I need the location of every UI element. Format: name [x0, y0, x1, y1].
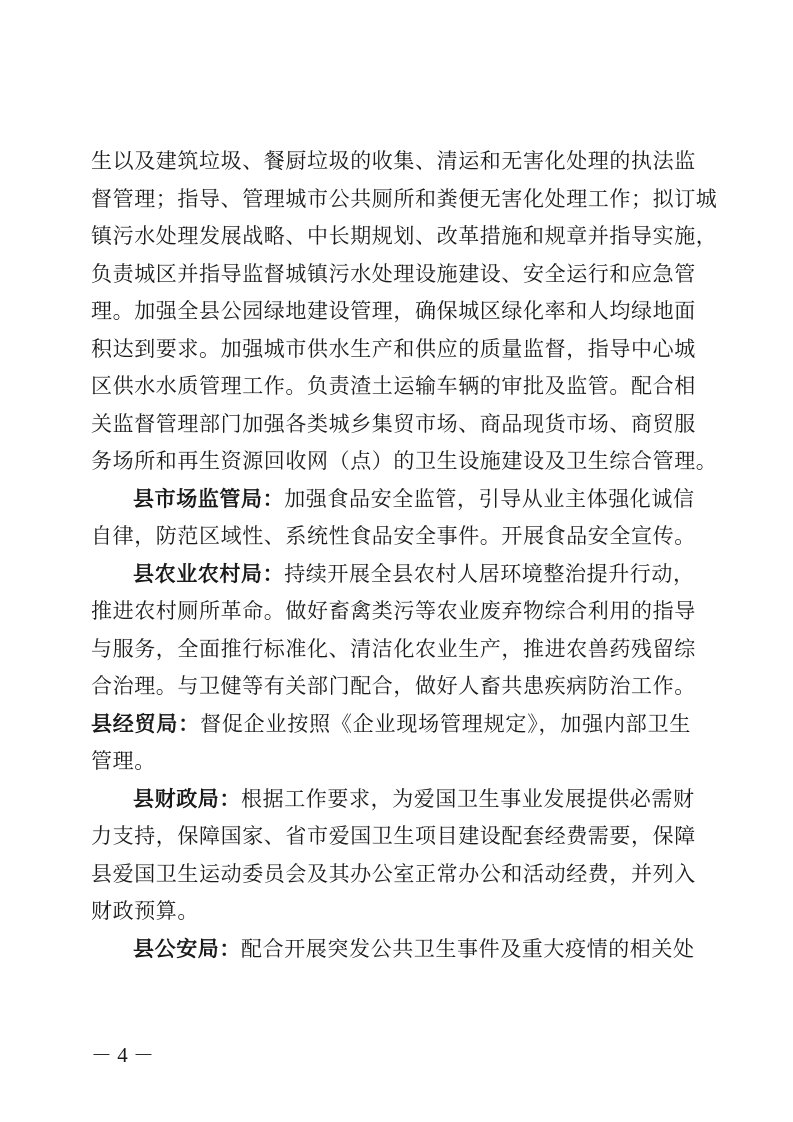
page-number: － 4 －: [91, 1043, 154, 1067]
paragraph-agriculture: 县农业农村局：持续开展全县农村人居环境整治提升行动，: [133, 562, 695, 586]
department-label: 县农业农村局：: [133, 562, 285, 586]
body-line: 负责城区并指导监督城镇污水处理设施建设、安全运行和应急管: [91, 262, 696, 286]
department-label: 县财政局：: [133, 787, 241, 811]
body-line: 生以及建筑垃圾、餐厨垃圾的收集、清运和无害化处理的执法监: [91, 149, 696, 173]
body-line: 与服务，全面推行标准化、清洁化农业生产，推进农兽药残留综: [91, 637, 696, 661]
body-line: 县爱国卫生运动委员会及其办公室正常办公和活动经费，并列入: [91, 862, 696, 886]
body-line: 合治理。与卫健等有关部门配合，做好人畜共患疾病防治工作。: [91, 674, 696, 698]
paragraph-public-security: 县公安局：配合开展突发公共卫生事件及重大疫情的相关处: [133, 937, 695, 961]
body-line: 推进农村厕所革命。做好畜禽类污等农业废弃物综合利用的指导: [91, 599, 696, 623]
paragraph-economy-trade: 县经贸局：督促企业按照《企业现场管理规定》，加强内部卫生: [91, 712, 691, 736]
body-line: 理。加强全县公园绿地建设管理，确保城区绿化率和人均绿地面: [91, 299, 696, 323]
department-label: 县公安局：: [133, 937, 241, 961]
body-line: 镇污水处理发展战略、中长期规划、改革措施和规章并指导实施，: [91, 224, 718, 248]
body-line: 督管理；指导、管理城市公共厕所和粪便无害化处理工作；拟订城: [91, 187, 718, 211]
body-line: 力支持，保障国家、省市爱国卫生项目建设配套经费需要，保障: [91, 824, 696, 848]
paragraph-market-supervision: 县市场监管局：加强食品安全监管，引导从业主体强化诚信: [133, 487, 695, 511]
body-line: 自律，防范区域性、系统性食品安全事件。开展食品安全宣传。: [91, 524, 696, 548]
body-line: 务场所和再生资源回收网（点）的卫生设施建设及卫生综合管理。: [91, 449, 718, 473]
body-line: 积达到要求。加强城市供水生产和供应的质量监督，指导中心城: [91, 337, 696, 361]
department-label: 县经贸局：: [91, 712, 201, 736]
body-line: 财政预算。: [91, 899, 199, 923]
paragraph-finance: 县财政局：根据工作要求，为爱国卫生事业发展提供必需财: [133, 787, 695, 811]
department-label: 县市场监管局：: [133, 487, 285, 511]
body-line: 区供水水质管理工作。负责渣土运输车辆的审批及监管。配合相: [91, 374, 696, 398]
body-line: 关监督管理部门加强各类城乡集贸市场、商品现货市场、商贸服: [91, 412, 696, 436]
body-line: 管理。: [91, 749, 156, 773]
